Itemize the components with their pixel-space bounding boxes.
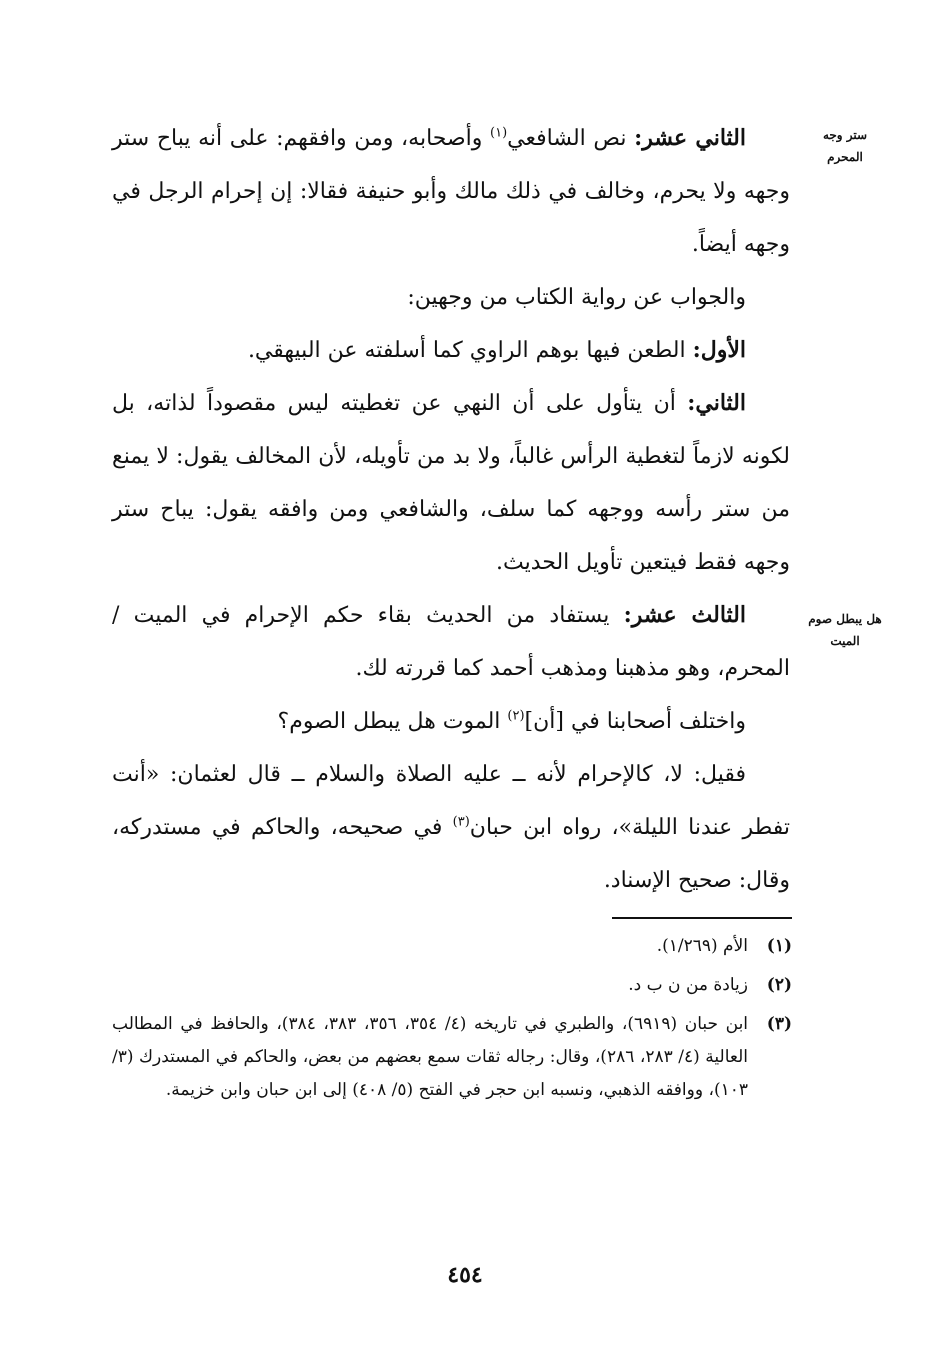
paragraph-thirteenth bbox=[112, 589, 790, 695]
margin-note-fasting bbox=[800, 608, 890, 652]
footnotes bbox=[112, 930, 792, 1113]
footnote-number: (٢) bbox=[766, 975, 792, 995]
footnote-item bbox=[112, 930, 792, 963]
paragraph-uthman bbox=[112, 748, 790, 907]
margin-note-line: المحرم bbox=[827, 150, 863, 164]
paragraph-text: الطعن فيها بوهم الراوي كما أسلفته عن البيهقي. bbox=[247, 338, 686, 363]
paragraph-twelfth bbox=[112, 112, 790, 271]
footnote-number: (٣) bbox=[766, 1014, 792, 1034]
paragraph-text: والجواب عن رواية الكتاب من وجهين: bbox=[407, 285, 746, 310]
margin-note-line: ستر وجه bbox=[822, 128, 868, 142]
paragraph-answer bbox=[112, 271, 790, 324]
paragraph-lead: الثالث عشر: bbox=[623, 602, 746, 628]
main-text bbox=[112, 112, 790, 907]
paragraph-disagreement bbox=[112, 695, 790, 748]
footnote-text: ابن حبان (٦٩١٩)، والطبري في تاريخه (٤/ ٣٥٤، ٣٥٦، ٣٨٣، ٣٨٤)، والحافظ في المطالب العالية (٤/ ٢٨٣، ٢٨٦)، وقال: رجاله ثقات سمع بعضهم من بعض، والحاكم في المستدرك (٣/ ١٠٣)، ووافقه الذهبي، ونسبه ابن حجر في الفتح (٥/ ٤٠٨) إلى ابن حبان وابن خزيمة. bbox=[112, 1014, 749, 1100]
paragraph-text: فقيل: لا، كالإحرام لأنه ــ عليه الصلاة والسلام ــ قال لعثمان: «أنت تفطر عندنا الليلة»، رواه ابن حبان bbox=[112, 762, 790, 840]
page-number: ٤٥٤ bbox=[447, 1262, 483, 1288]
footnote-text: زيادة من ن ب د. bbox=[628, 975, 748, 995]
footnote-item bbox=[112, 1008, 792, 1107]
footnote-ref: (٢) bbox=[507, 708, 525, 724]
paragraph-lead: الثاني عشر: bbox=[634, 125, 747, 151]
paragraph-text: في صحيحه، والحاكم في مستدركه، وقال: صحيح الإسناد. bbox=[112, 815, 790, 893]
margin-note-veil bbox=[800, 124, 890, 168]
footnote-ref: (٣) bbox=[452, 814, 470, 830]
footnote-number: (١) bbox=[766, 936, 792, 956]
paragraph-text: يستفاد من الحديث بقاء حكم الإحرام في الميت / المحرم، وهو مذهبنا ومذهب أحمد كما قررته لك. bbox=[112, 603, 790, 681]
footnote-item bbox=[112, 969, 792, 1002]
paragraph-second bbox=[112, 377, 790, 589]
paragraph-text: وأصحابه، ومن وافقهم: على أنه يباح ستر وجهه ولا يحرم، وخالف في ذلك مالك وأبو حنيفة فقالا: إن إحرام الرجل في وجهه أيضاً. bbox=[112, 126, 790, 257]
paragraph-text: أن يتأول على أن النهي عن تغطيته ليس مقصوداً لذاته، بل لكونه لازماً لتغطية الرأس غالباً، ولا بد من تأويله، لأن المخالف يقول: لا يمنع من ستر رأسه ووجهه كما سلف، والشافعي ومن وافقه يقول: يباح ستر وجهه فقط فيتعين تأويل الحديث. bbox=[112, 391, 790, 575]
margin-note-line: الميت bbox=[830, 634, 860, 648]
paragraph-first bbox=[112, 324, 790, 377]
footnote-ref: (١) bbox=[490, 125, 508, 141]
paragraph-lead: الأول: bbox=[692, 337, 746, 363]
footnote-text: الأم (١/٢٦٩). bbox=[656, 936, 748, 956]
footnote-separator bbox=[612, 917, 792, 919]
paragraph-lead: الثاني: bbox=[687, 390, 746, 416]
paragraph-text: نص الشافعي bbox=[507, 126, 627, 151]
paragraph-text: واختلف أصحابنا في [أن] bbox=[524, 709, 746, 734]
margin-note-line: هل يبطل صوم bbox=[808, 612, 882, 626]
paragraph-text: الموت هل يبطل الصوم؟ bbox=[277, 709, 508, 734]
